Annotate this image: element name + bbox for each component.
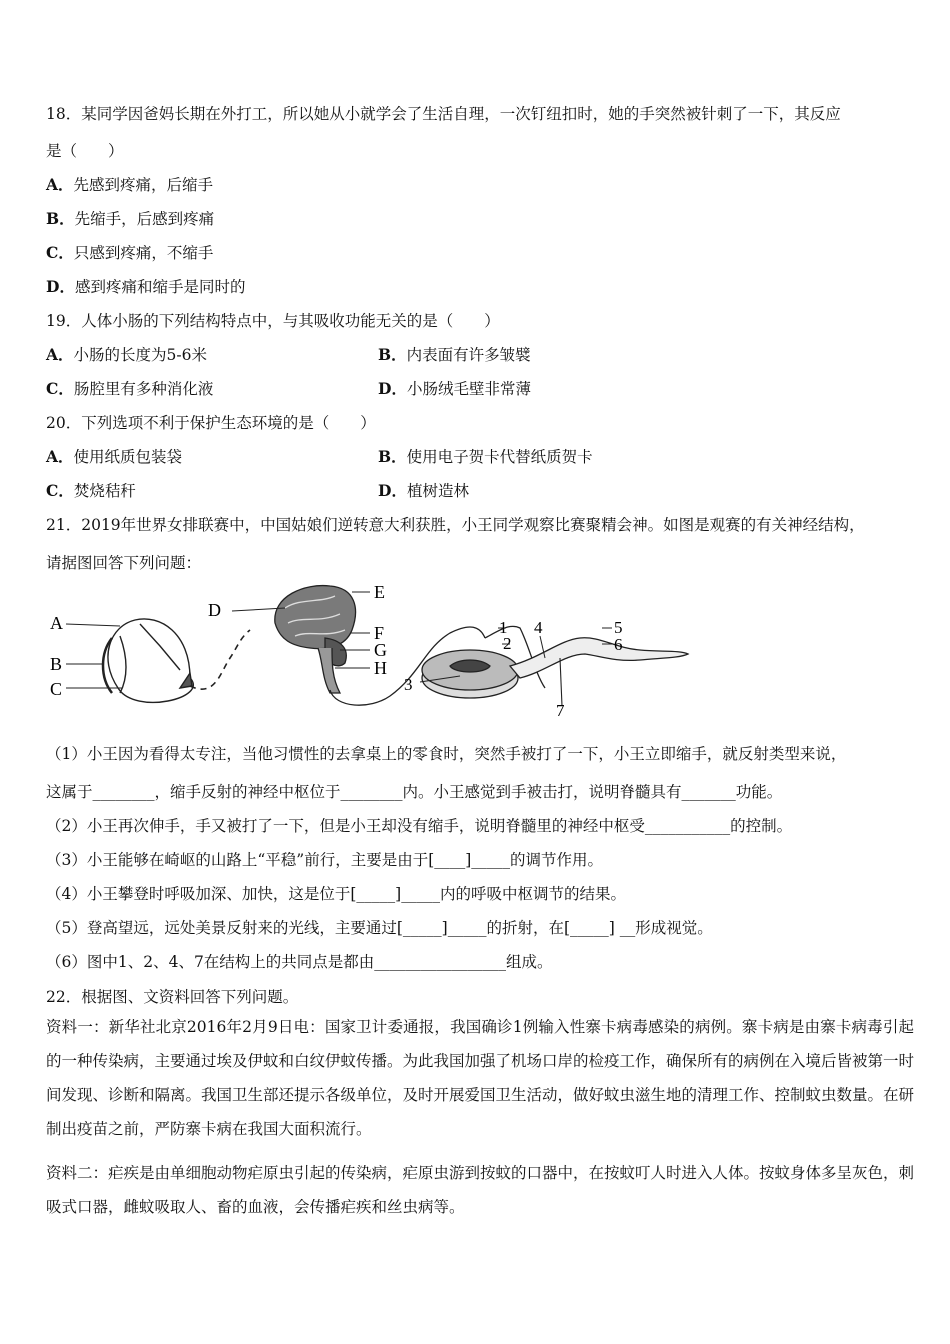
option-text: 只感到疼痛，不缩手 (73, 244, 214, 262)
option-letter: D． (378, 481, 407, 500)
q21-sub2: （2）小王再次伸手，手又被打了一下，但是小王却没有缩手，说明脊髓里的神经中枢受___________的控制。 (46, 817, 793, 835)
option-text: 先缩手，后感到疼痛 (74, 210, 215, 228)
q18-option-c[interactable] (46, 241, 213, 263)
q21-sub1-line1: （1）小王因为看得太专注，当他习惯性的去拿桌上的零食时，突然手被打了一下，小王立即缩手，就反射类型来说， (46, 745, 847, 763)
eye-diagram (103, 619, 193, 702)
option-text: 内表面有许多皱襞 (406, 346, 531, 364)
option-text: 植树造林 (406, 482, 469, 500)
label-5: 5 (614, 618, 623, 637)
label-3: 3 (404, 675, 413, 694)
q21-sub1-line2: 这属于________，缩手反射的神经中枢位于________内。小王感觉到手被击打，说明脊髓具有_______功能。 (46, 783, 783, 801)
option-text: 先感到疼痛，后缩手 (73, 176, 214, 194)
q19-option-b[interactable] (378, 343, 531, 365)
label-1: 1 (499, 618, 508, 637)
label-g: G (374, 640, 387, 660)
label-d: D (208, 600, 221, 620)
label-c: C (50, 679, 63, 699)
option-letter: D． (378, 379, 407, 398)
q18-option-b[interactable] (46, 207, 214, 229)
option-letter: D． (46, 277, 75, 296)
q21-stem-line1: 21．2019年世界女排联赛中，中国姑娘们逆转意大利获胜，小王同学观察比赛聚精会神。如图是观赛的有关神经结构， (46, 516, 865, 534)
label-2: 2 (503, 634, 512, 653)
option-letter: A． (46, 345, 74, 364)
label-7: 7 (556, 701, 565, 720)
option-letter: B． (378, 345, 407, 364)
label-f: F (374, 623, 385, 643)
option-letter: B． (378, 447, 407, 466)
q21-sub4: （4）小王攀登时呼吸加深、加快，这是位于[_____]_____内的呼吸中枢调节的结果。 (46, 885, 626, 903)
efferent-nerve (560, 658, 562, 706)
spinal-cord-cross-section (422, 650, 518, 698)
label-6: 6 (614, 635, 623, 654)
q21-sub5: （5）登高望远，远处美景反射来的光线，主要通过[_____]_____的折射，在[_____] __形成视觉。 (46, 919, 713, 937)
q18-option-d[interactable] (46, 275, 245, 297)
option-letter: C． (46, 481, 74, 500)
option-text: 肠腔里有多种消化液 (73, 380, 214, 398)
option-text: 使用纸质包装袋 (73, 448, 183, 466)
brain-diagram (275, 586, 356, 693)
label-a: A (50, 613, 63, 633)
label-4: 4 (534, 618, 543, 637)
option-text: 小肠的长度为5-6米 (73, 346, 207, 364)
option-text: 焚烧秸秆 (73, 482, 136, 500)
q19-option-d[interactable] (378, 377, 531, 399)
option-letter: B． (46, 209, 75, 228)
neural-pathway-figure (40, 578, 700, 723)
q20-option-b[interactable] (378, 445, 593, 467)
q18-stem-line2: 是（ ） (46, 142, 124, 160)
q22-material-1: 资料一：新华社北京2016年2月9日电：国家卫计委通报，我国确诊1例输入性寨卡病毒感染的病例。寨卡病是由寨卡病毒引起的一种传染病，主要通过埃及伊蚊和白纹伊蚊传播。为此我国加强了机场口岸的检疫工作，确保所有的病例在入境后皆被第一时间发现、诊断和隔离。我国卫生部还提示各级单位，及时开展爱国卫生活动，做好蚊虫滋生地的清理工作、控制蚊虫数量。在研制出疫苗之前，严防寨卡病在我国大面积流行。 (46, 1018, 915, 1138)
q21-stem-line2: 请据图回答下列问题： (46, 554, 202, 572)
arm-outline (510, 638, 688, 678)
q19-stem: 19．人体小肠的下列结构特点中，与其吸收功能无关的是（ ） (46, 312, 500, 330)
q18-option-a[interactable] (46, 173, 213, 195)
q20-option-a[interactable] (46, 445, 182, 467)
q19-option-a[interactable] (46, 343, 207, 365)
label-e: E (374, 582, 385, 602)
q19-option-c[interactable] (46, 377, 213, 399)
option-text: 感到疼痛和缩手是同时的 (74, 278, 246, 296)
q22-stem: 22．根据图、文资料回答下列问题。 (46, 988, 299, 1006)
label-h: H (374, 658, 387, 678)
q21-sub6: （6）图中1、2、4、7在结构上的共同点是都由_________________组成。 (46, 953, 553, 971)
option-letter: A． (46, 175, 74, 194)
option-text: 使用电子贺卡代替纸质贺卡 (406, 448, 593, 466)
optic-pathway-dashed (190, 630, 250, 689)
option-letter: C． (46, 243, 74, 262)
q18-stem-line1: 18．某同学因爸妈长期在外打工，所以她从小就学会了生活自理，一次钉纽扣时，她的手突然被针刺了一下，其反应 (46, 105, 841, 123)
option-text: 小肠绒毛壁非常薄 (406, 380, 531, 398)
q20-option-c[interactable] (46, 479, 136, 501)
q20-stem: 20．下列选项不利于保护生态环境的是（ ） (46, 414, 376, 432)
option-letter: A． (46, 447, 74, 466)
q21-sub3: （3）小王能够在崎岖的山路上“平稳”前行，主要是由于[____]_____的调节作用。 (46, 851, 604, 869)
label-b: B (50, 654, 63, 674)
q22-material-2: 资料二：疟疾是由单细胞动物疟原虫引起的传染病，疟原虫游到按蚊的口器中，在按蚊叮人时进入人体。按蚊身体多呈灰色，刺吸式口器，雌蚊吸取人、畜的血液，会传播疟疾和丝虫病等。 (46, 1164, 915, 1216)
option-letter: C． (46, 379, 74, 398)
q20-option-d[interactable] (378, 479, 469, 501)
